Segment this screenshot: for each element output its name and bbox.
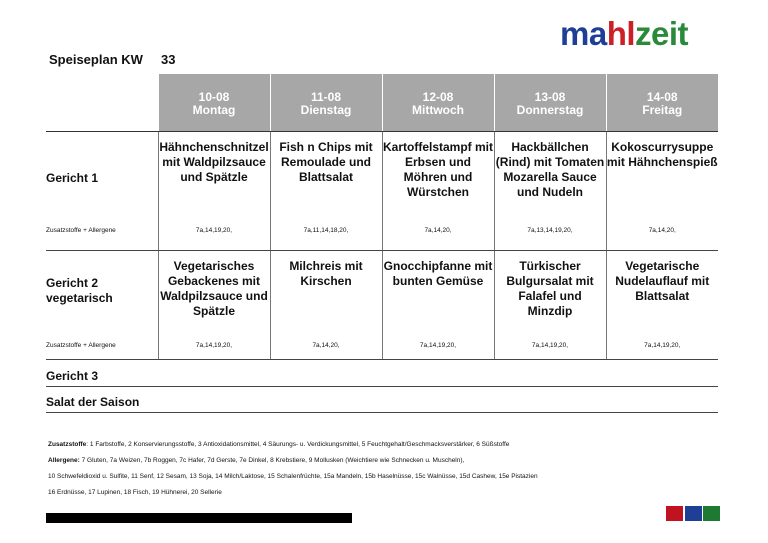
gericht2-codes-wednesday: 7a,14,19,20, xyxy=(382,332,494,359)
legend-line-3: 10 Schwefeldioxid u. Sulfite, 11 Senf, 12 Sesam, 13 Soja, 14 Milch/Laktose, 15 Schalenfrüchte, 15a Mandeln, 15b Haselnüsse, 15c Walnüsse, 15d Cashew, 15e Pistazien xyxy=(48,473,538,480)
gericht2-dish-wednesday: Gnocchipfanne mit bunten Gemüse xyxy=(382,250,494,332)
gericht1-codes-wednesday: 7a,14,20, xyxy=(382,212,494,250)
gericht2-dish-thursday: Türkischer Bulgursalat mit Falafel und Minzdip xyxy=(494,250,606,332)
gericht2-dish-monday: Vegetarisches Gebackenes mit Waldpilzsauce und Spätzle xyxy=(158,250,270,332)
gericht2-dish-friday: Vegetarische Nudelauflauf mit Blattsalat xyxy=(606,250,718,332)
gericht3-label: Gericht 3 xyxy=(46,359,158,386)
red-square xyxy=(666,506,683,521)
gericht1-label: Gericht 1 xyxy=(46,171,99,186)
gericht1-row xyxy=(46,131,718,212)
day-header-row xyxy=(46,74,718,131)
legend xyxy=(48,437,668,501)
gericht1-dish-monday: Hähnchenschnitzel mit Waldpilzsauce und Spätzle xyxy=(158,131,270,212)
gericht2-row xyxy=(46,250,718,332)
footer-bar xyxy=(46,513,352,523)
day-header-wednesday: 12-08 Mittwoch xyxy=(382,74,494,131)
week-number: 33 xyxy=(161,52,176,67)
legend-allergene: Allergene: 7 Gluten, 7a Weizen, 7b Roggen, 7c Hafer, 7d Gerste, 7e Dinkel, 8 Krebstiere, 9 Mollusken (Weichtiere wie Schnecken u. Muscheln), xyxy=(48,457,465,464)
gericht1-allergen-row xyxy=(46,212,718,250)
gericht1-codes-thursday: 7a,13,14,19,20, xyxy=(494,212,606,250)
gericht1-dish-wednesday: Kartoffelstampf mit Erbsen und Möhren und Würstchen xyxy=(382,131,494,212)
gericht1-dish-thursday: Hackbällchen (Rind) mit Tomaten Mozarella Sauce und Nudeln xyxy=(494,131,606,212)
menu-table xyxy=(46,74,718,413)
gericht2-codes-tuesday: 7a,14,20, xyxy=(270,332,382,359)
salat-label: Salat der Saison xyxy=(46,386,270,412)
gericht2-dish-tuesday: Milchreis mit Kirschen xyxy=(270,250,382,332)
gericht2-label: Gericht 2 vegetarisch xyxy=(46,276,113,306)
legend-zusatzstoffe: Zusatzstoffe: 1 Farbstoffe, 2 Konservierungsstoffe, 3 Antioxidationsmittel, 4 Säurungs- u. Verdickungsmittel, 5 Feuchtgehalt/Geschmacksverstärker, 6 Süßstoffe xyxy=(48,441,510,448)
salat-row xyxy=(46,386,718,412)
page-title: Speiseplan KW xyxy=(49,52,143,67)
gericht2-codes-friday: 7a,14,19,20, xyxy=(606,332,718,359)
gericht1-codes-monday: 7a,14,19,20, xyxy=(158,212,270,250)
green-square xyxy=(703,506,720,521)
gericht1-dish-tuesday: Fish n Chips mit Remoulade und Blattsalat xyxy=(270,131,382,212)
gericht1-dish-friday: Kokoscurrysuppe mit Hähnchenspieß xyxy=(606,131,718,212)
gericht2-allergen-row xyxy=(46,332,718,359)
day-header-monday: 10-08 Montag xyxy=(158,74,270,131)
gericht3-row xyxy=(46,359,718,386)
gericht1-codes-friday: 7a,14,20, xyxy=(606,212,718,250)
legend-line-4: 16 Erdnüsse, 17 Lupinen, 18 Fisch, 19 Hühnerei, 20 Sellerie xyxy=(48,489,222,496)
gericht2-allergen-label: Zusatzstoffe + Allergene xyxy=(46,332,158,359)
gericht2-codes-monday: 7a,14,19,20, xyxy=(158,332,270,359)
day-header-tuesday: 11-08 Dienstag xyxy=(270,74,382,131)
mahlzeit-logo: mahlzeit xyxy=(560,15,689,52)
gericht1-codes-tuesday: 7a,11,14,18,20, xyxy=(270,212,382,250)
gericht2-codes-thursday: 7a,14,19,20, xyxy=(494,332,606,359)
blue-square xyxy=(685,506,702,521)
gericht1-allergen-label: Zusatzstoffe + Allergene xyxy=(46,212,158,250)
day-header-friday: 14-08 Freitag xyxy=(606,74,718,131)
day-header-thursday: 13-08 Donnerstag xyxy=(494,74,606,131)
